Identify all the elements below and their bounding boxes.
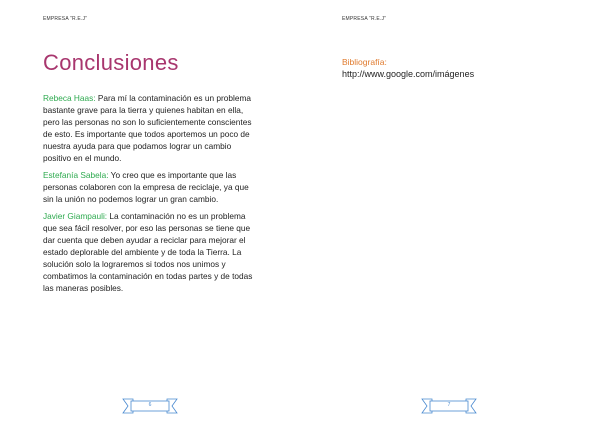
paragraph-estefania (43, 169, 261, 205)
page-number-badge (421, 398, 477, 414)
paragraph-text: Para mí la contaminación es un problema bastante grave para la tierra y quienes habitan en ella, pero las personas no son lo suficientemente conscientes de esto. Es importante que todos aportemos un poco de nuestra ayuda para que podamos lograr un cambio positivo en el mundo. (43, 93, 252, 163)
bibliography-label: Bibliografía: (342, 57, 387, 67)
page-title: Conclusiones (43, 50, 179, 75)
paragraph-text: Yo creo que es importante que las personas colaboren con la empresa de reciclaje, ya que sin la unión no podemos lograr un gran cambio. (43, 170, 249, 204)
page-number: 7 (447, 402, 451, 408)
page-header: EMPRESA “R.E.J” (342, 16, 387, 22)
paragraph-text: La contaminación no es un problema que sea fácil resolver, por eso las personas se tiene que dar cuenta que deben ayudar a reciclar para mejorar el estado deplorable del ambiente y de toda la Tierra. La solución solo la lograremos si todos nos unimos y combatimos la contaminación en todas partes y de todas las maneras posibles. (43, 211, 253, 293)
paragraph-javier (43, 210, 261, 294)
page-header: EMPRESA “R.E.J” (43, 16, 88, 22)
page-number: 6 (148, 402, 152, 408)
bibliography-link[interactable]: http://www.google.com/imágenes (342, 69, 475, 79)
conclusions-body (43, 92, 261, 299)
paragraph-rebeca (43, 92, 261, 164)
author-name: Javier Giampauli: (43, 211, 108, 221)
page-number-badge (122, 398, 178, 414)
author-name: Estefanía Sabela: (43, 170, 109, 180)
author-name: Rebeca Haas: (43, 93, 96, 103)
